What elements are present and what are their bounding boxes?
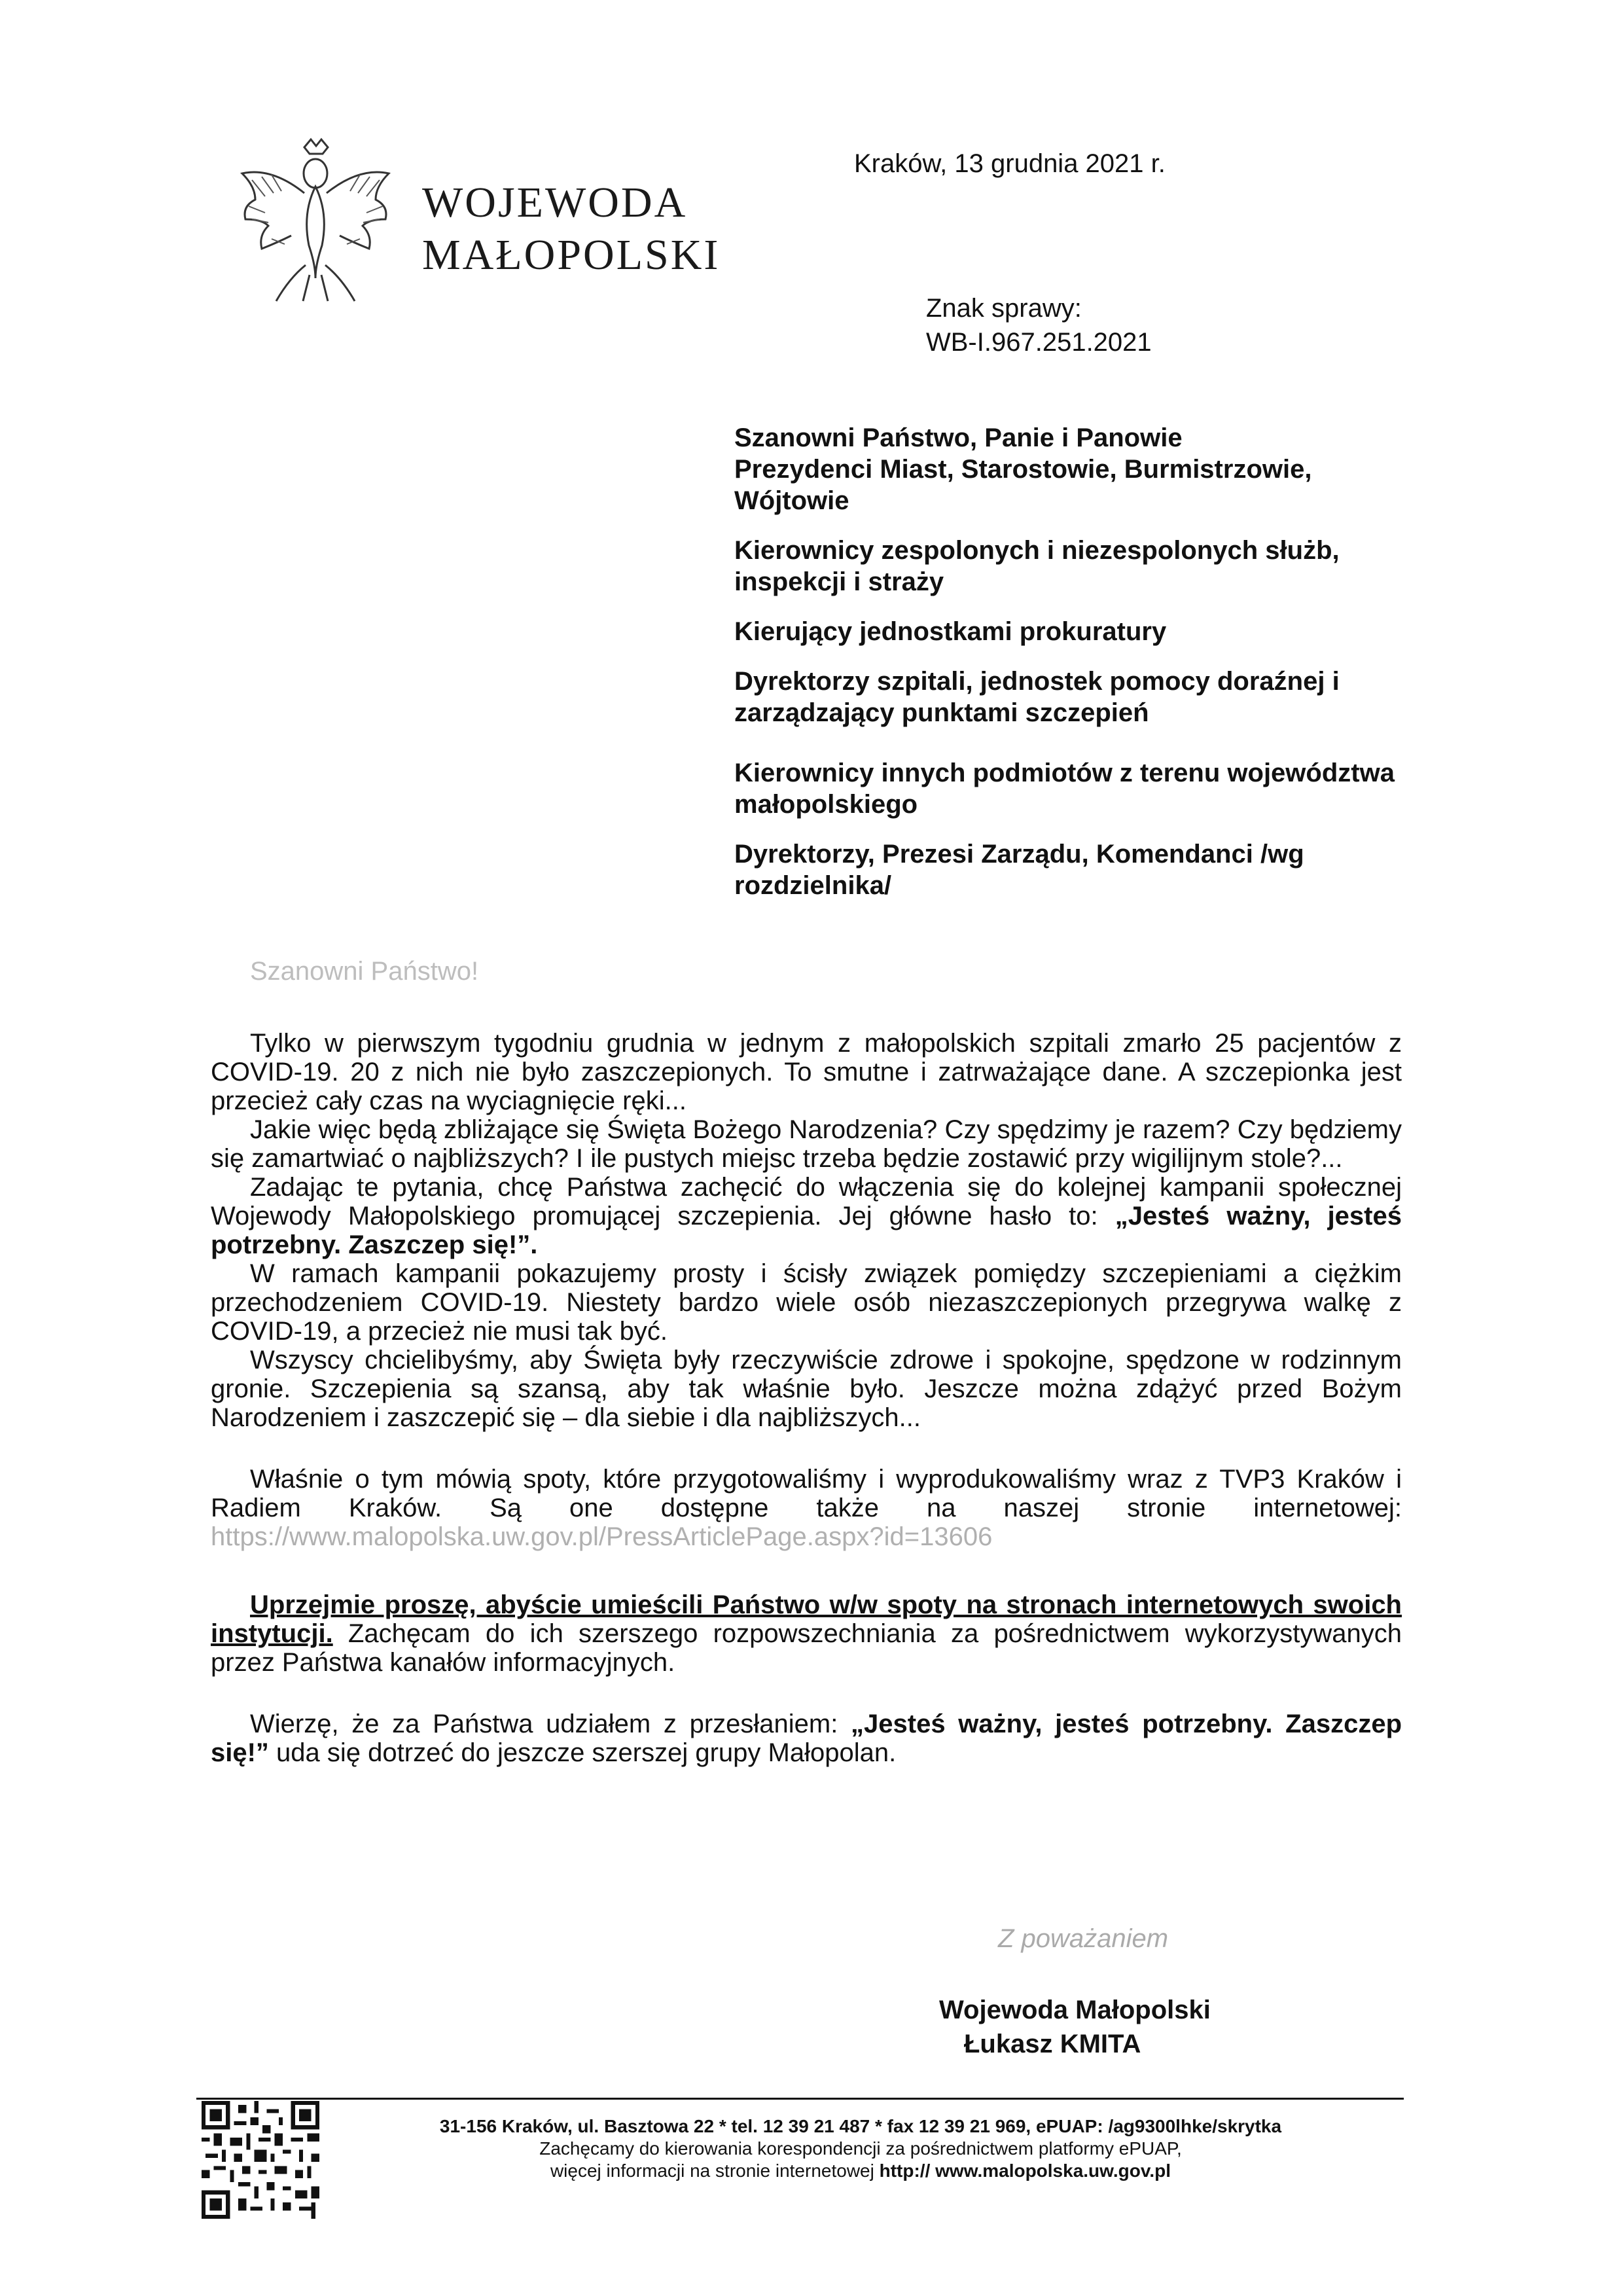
body-paragraph: W ramach kampanii pokazujemy prosty i ścisły związek pomiędzy szczepieniami a ciężkim przechodzeniem COVID-19. Niestety bardzo wiele osób niezaszczepionych przegrywa walkę z COVID-19, a przecież nie musi tak być. xyxy=(211,1259,1402,1346)
footer-divider xyxy=(196,2098,1404,2100)
body-paragraph: Jakie więc będą zbliżające się Święta Bożego Narodzenia? Czy spędzimy je razem? Czy będziemy się zamartwiać o najbliższych? I ile pustych miejsc trzeba będzie zostawić przy wigilijnym stole?... xyxy=(211,1115,1402,1173)
recipient-line: Dyrektorzy, Prezesi Zarządu, Komendanci /wg rozdzielnika/ xyxy=(734,840,1304,900)
recipient-line: Dyrektorzy szpitali, jednostek pomocy doraźnej i zarządzający punktami szczepień xyxy=(734,667,1340,727)
footer-address: 31-156 Kraków, ul. Basztowa 22 * tel. 12 39 21 487 * fax 12 39 21 969, ePUAP: /ag9300lhke/skrytka xyxy=(439,2116,1282,2136)
signature-block xyxy=(939,1993,1211,2061)
signer-name: Łukasz KMITA xyxy=(964,2030,1141,2058)
campaign-slogan: „Jesteś ważny, jesteś potrzebny. Zaszczep się!”. xyxy=(211,1202,1402,1259)
letter-date: Kraków, 13 grudnia 2021 r. xyxy=(854,149,1166,178)
letter-body xyxy=(211,1029,1402,1767)
body-text: uda się dotrzeć do jeszcze szerszej grupy Małopolan. xyxy=(268,1738,897,1767)
closing-phrase: Z poważaniem xyxy=(998,1924,1169,1953)
body-paragraph xyxy=(211,1465,1402,1551)
body-text: Wierzę, że za Państwa udziałem z przesłaniem: xyxy=(250,1710,851,1738)
recipient-group xyxy=(734,422,1405,454)
recipient-group xyxy=(734,616,1405,647)
body-paragraph xyxy=(211,1173,1402,1259)
recipient-line: Kierownicy innych podmiotów z terenu województwa małopolskiego xyxy=(734,759,1395,819)
footer-web-text: więcej informacji na stronie internetowej xyxy=(550,2161,880,2181)
recipient-line: Prezydenci Miast, Starostowie, Burmistrzowie, Wójtowie xyxy=(734,455,1312,515)
body-paragraph xyxy=(211,1710,1402,1767)
recipient-line: Kierownicy zespolonych i niezespolonych służb, inspekcji i straży xyxy=(734,536,1340,596)
footer-contact xyxy=(330,2115,1391,2182)
recipient-group xyxy=(734,535,1405,598)
body-text: Zadając te pytania, chcę Państwa zachęcić do włączenia się do kolejnej kampanii społecznej Wojewody Małopolskiego promującej szczepienia. Jej główne hasło to: xyxy=(211,1173,1402,1230)
case-reference-number: WB-I.967.251.2021 xyxy=(926,328,1152,357)
case-reference-label: Znak sprawy: xyxy=(926,294,1082,323)
body-paragraph xyxy=(211,1590,1402,1677)
campaign-slogan: „Jesteś ważny, jesteś potrzebny. Zaszczep się!” xyxy=(211,1710,1402,1767)
recipient-line: Kierujący jednostkami prokuratury xyxy=(734,617,1167,646)
footer-epuap-note: Zachęcamy do kierowania korespondencji za pośrednictwem platformy ePUAP, xyxy=(539,2138,1182,2159)
spots-link[interactable]: https://www.malopolska.uw.gov.pl/PressArticlePage.aspx?id=13606 xyxy=(211,1522,993,1551)
request-text: Uprzejmie proszę, abyście umieścili Państwo w/w spoty na stronach internetowych swoich instytucji. xyxy=(211,1590,1402,1648)
footer-web-link[interactable]: http:// www.malopolska.uw.gov.pl xyxy=(879,2161,1171,2181)
signer-title: Wojewoda Małopolski xyxy=(939,1996,1211,2024)
qr-code-icon xyxy=(202,2101,319,2219)
case-reference xyxy=(926,291,1152,359)
body-paragraph: Tylko w pierwszym tygodniu grudnia w jednym z małopolskich szpitali zmarło 25 pacjentów z COVID-19. 20 z nich nie było zaszczepionych. To smutne i zatrważające dane. A szczepionka jest przecież cały czas na wyciagnięcie ręki... xyxy=(211,1029,1402,1115)
organization-name xyxy=(422,177,720,281)
recipient-line: Szanowni Państwo, Panie i Panowie xyxy=(734,423,1183,452)
org-line-2: MAŁOPOLSKI xyxy=(422,231,721,279)
body-text: Zachęcam do ich szerszego rozpowszechniania za pośrednictwem wykorzystywanych przez Państwa kanałów informacyjnych. xyxy=(211,1619,1402,1677)
recipient-group xyxy=(734,838,1405,901)
body-text: Właśnie o tym mówią spoty, które przygotowaliśmy i wyprodukowaliśmy wraz z TVP3 Kraków i Radiem Kraków. Są one dostępne także na naszej stronie internetowej: xyxy=(211,1465,1402,1522)
eagle-emblem-icon xyxy=(232,134,399,311)
body-paragraph: Wszyscy chcielibyśmy, aby Święta były rzeczywiście zdrowe i spokojne, spędzone w rodzinnym gronie. Szczepienia są szansą, aby tak właśnie było. Jeszcze można zdążyć przed Bożym Narodzeniem i zaszczepić się – dla siebie i dla najbliższych... xyxy=(211,1346,1402,1432)
recipient-group xyxy=(734,454,1405,516)
recipient-group xyxy=(734,757,1405,820)
org-line-1: WOJEWODA xyxy=(422,179,688,226)
recipient-group xyxy=(734,666,1405,728)
recipients-block xyxy=(734,422,1405,920)
salutation: Szanowni Państwo! xyxy=(250,957,479,986)
footer-web-note xyxy=(330,2160,1391,2182)
